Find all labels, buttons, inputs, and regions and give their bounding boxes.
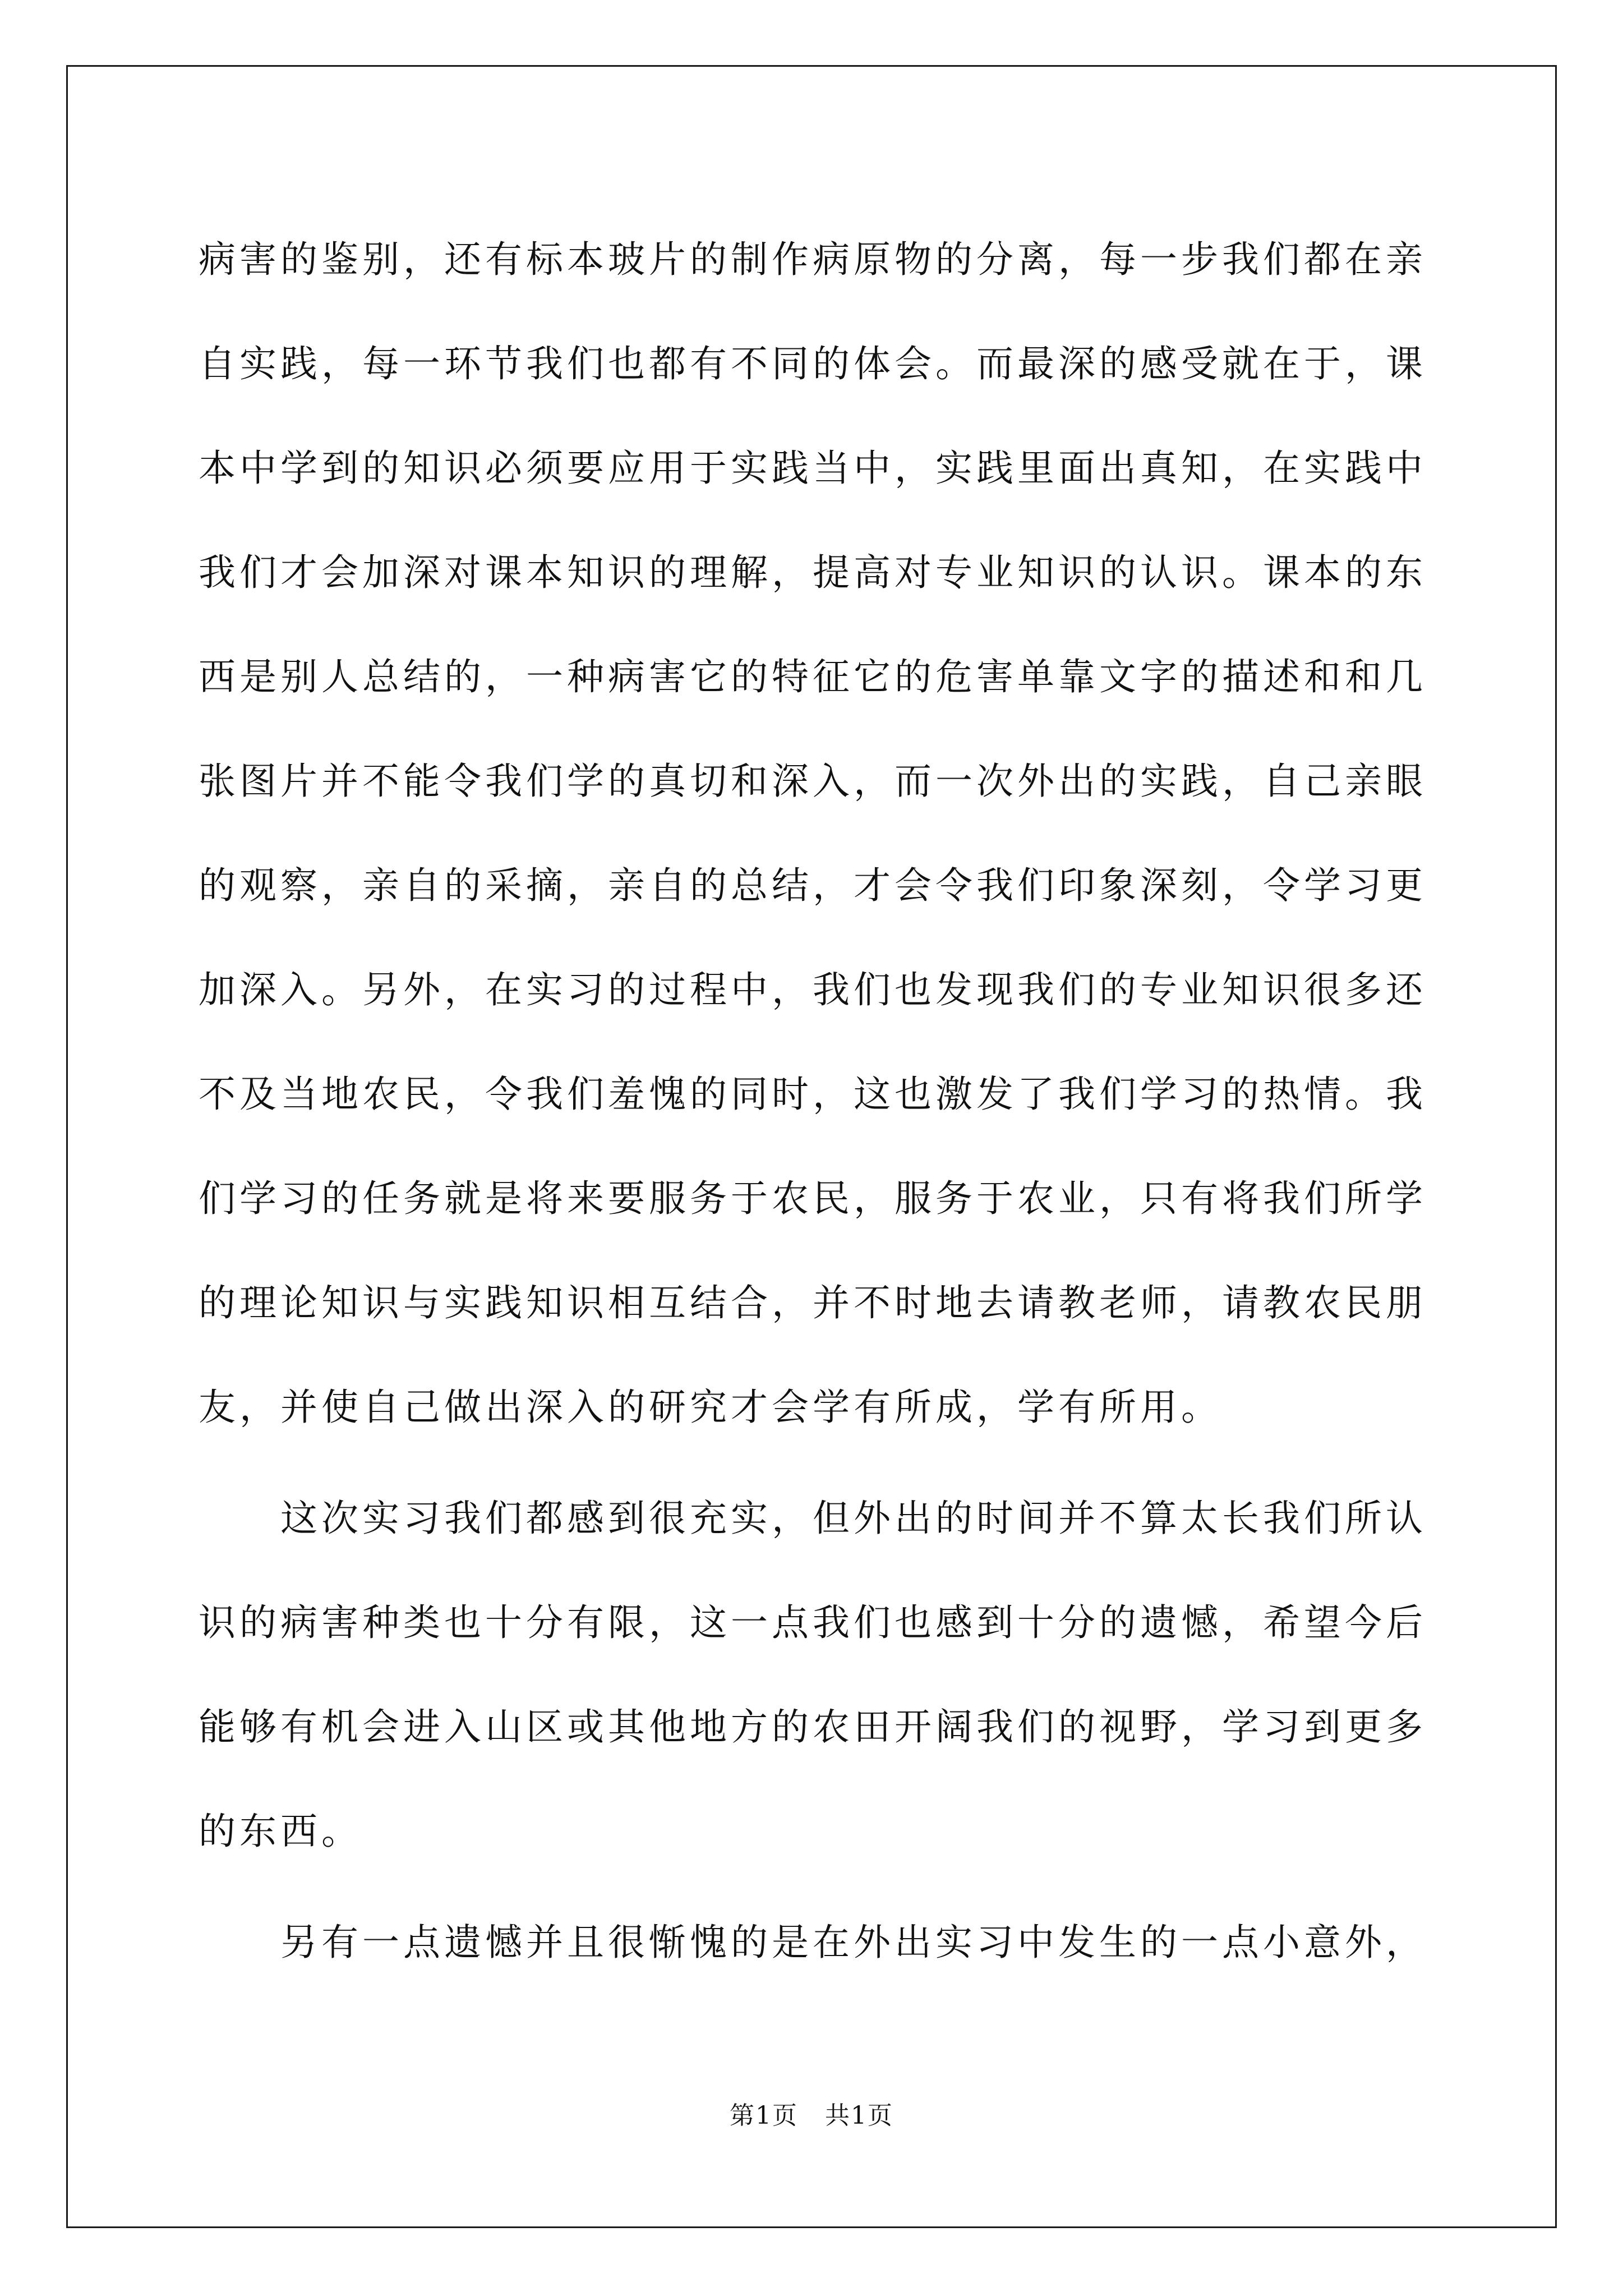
page-number: 第1页 [730,2101,799,2130]
text-line: 的东西。 [199,1810,362,1853]
text-line: 能够有机会进入山区或其他地方的农田开阔我们的视野，学习到更多 [199,1705,1427,1749]
text-line: 西是别人总结的，一种病害它的特征它的危害单靠文字的描述和和几 [199,655,1427,698]
text-line: 我们才会加深对课本知识的理解，提高对专业知识的认识。课本的东 [199,551,1427,594]
text-line: 张图片并不能令我们学的真切和深入，而一次外出的实践，自己亲眼 [199,760,1427,803]
text-line: 不及当地农民，令我们羞愧的同时，这也激发了我们学习的热情。我 [199,1073,1427,1116]
page-footer [0,2095,1623,2131]
text-line: 的观察，亲自的采摘，亲自的总结，才会令我们印象深刻，令学习更 [199,864,1427,907]
paragraph-gap [199,1460,1427,1466]
text-line: 加深入。另外，在实习的过程中，我们也发现我们的专业知识很多还 [199,968,1427,1011]
text-line: 们学习的任务就是将来要服务于农民，服务于农业，只有将我们所学 [199,1177,1427,1220]
document-body [199,208,1427,1995]
text-line: 友，并使自己做出深入的研究才会学有所成，学有所用。 [199,1386,1222,1429]
text-line: 病害的鉴别，还有标本玻片的制作病原物的分离，每一步我们都在亲 [199,238,1427,281]
text-line: 这次实习我们都感到很充实，但外出的时间并不算太长我们所认 [199,1497,1427,1540]
text-line: 自实践，每一环节我们也都有不同的体会。而最深的感受就在于，课 [199,342,1427,385]
page-total: 共1页 [824,2101,893,2130]
paragraph-gap [199,1884,1427,1890]
text-line: 的理论知识与实践知识相互结合，并不时地去请教老师，请教农民朋 [199,1281,1427,1324]
text-line: 本中学到的知识必须要应用于实践当中，实践里面出真知，在实践中 [199,447,1427,490]
text-line: 识的病害种类也十分有限，这一点我们也感到十分的遗憾，希望今后 [199,1601,1427,1644]
text-line: 另有一点遗憾并且很惭愧的是在外出实习中发生的一点小意外， [199,1921,1427,1964]
